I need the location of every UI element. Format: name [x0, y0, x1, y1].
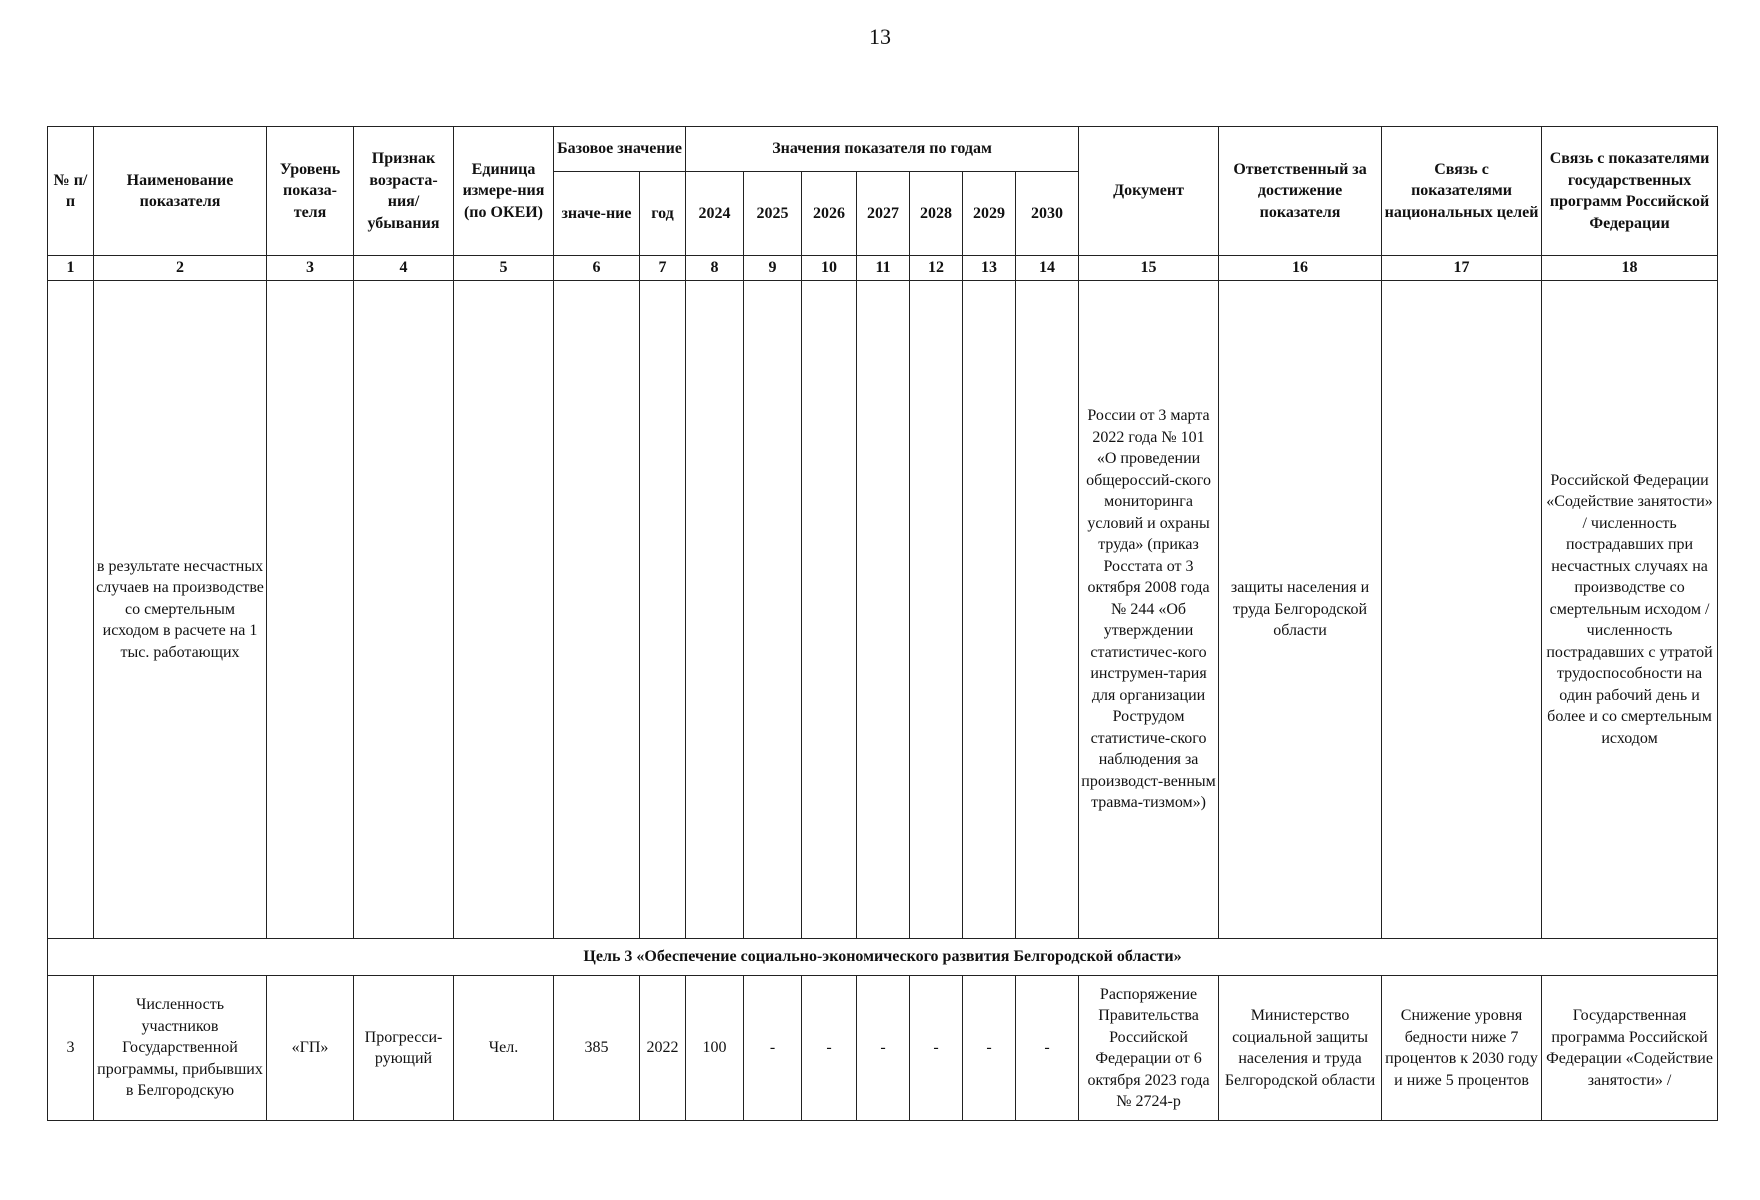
cell-unit: Чел.	[454, 976, 554, 1121]
header-year: 2029	[963, 172, 1016, 256]
cell-level: «ГП»	[267, 976, 354, 1121]
header-base-year: год	[640, 172, 686, 256]
cell-year-value: -	[857, 976, 910, 1121]
header-num: № п/п	[48, 127, 94, 256]
cell-year-value	[857, 281, 910, 939]
cell-base-value	[554, 281, 640, 939]
cell-num: 3	[48, 976, 94, 1121]
cell-num	[48, 281, 94, 939]
cell-trend	[354, 281, 454, 939]
header-year: 2027	[857, 172, 910, 256]
cell-base-value: 385	[554, 976, 640, 1121]
cell-unit	[454, 281, 554, 939]
cell-responsible: защиты населения и труда Белгородской области	[1219, 281, 1382, 939]
cell-year-value	[802, 281, 857, 939]
column-number: 15	[1079, 256, 1219, 281]
cell-year-value: -	[910, 976, 963, 1121]
column-number: 10	[802, 256, 857, 281]
column-number: 8	[686, 256, 744, 281]
column-number: 4	[354, 256, 454, 281]
cell-national-goals: Снижение уровня бедности ниже 7 процентов к 2030 году и ниже 5 процентов	[1382, 976, 1542, 1121]
column-number: 16	[1219, 256, 1382, 281]
cell-year-value: -	[744, 976, 802, 1121]
column-number: 1	[48, 256, 94, 281]
cell-base-year	[640, 281, 686, 939]
cell-state-programs: Российской Федерации «Содействие занятости» / численность пострадавших при несчастных случаях на производстве со смертельным исходом / численность пострадавших с утратой трудоспособности на один рабочий день и более и со смертельным исходом	[1542, 281, 1718, 939]
cell-state-programs: Государственная программа Российской Федерации «Содействие занятости» /	[1542, 976, 1718, 1121]
indicators-table	[47, 126, 1718, 1121]
header-national-goals: Связь с показателями национальных целей	[1382, 127, 1542, 256]
header-base: Базовое значение	[554, 127, 686, 172]
header-year: 2030	[1016, 172, 1079, 256]
cell-name: в результате несчастных случаев на производстве со смертельным исходом в расчете на 1 тыс. работающих	[94, 281, 267, 939]
table-header	[48, 127, 1718, 256]
column-number: 17	[1382, 256, 1542, 281]
column-number: 5	[454, 256, 554, 281]
header-state-programs: Связь с показателями государственных программ Российской Федерации	[1542, 127, 1718, 256]
header-year: 2024	[686, 172, 744, 256]
cell-year-value	[1016, 281, 1079, 939]
goal-title: Цель 3 «Обеспечение социально-экономического развития Белгородской области»	[48, 939, 1718, 976]
table-row	[48, 976, 1718, 1121]
goal-row	[48, 939, 1718, 976]
cell-year-value	[744, 281, 802, 939]
header-unit: Единица измере-ния (по ОКЕИ)	[454, 127, 554, 256]
cell-level	[267, 281, 354, 939]
header-year: 2028	[910, 172, 963, 256]
cell-year-value	[686, 281, 744, 939]
header-year: 2026	[802, 172, 857, 256]
column-number: 18	[1542, 256, 1718, 281]
column-number: 3	[267, 256, 354, 281]
column-number: 14	[1016, 256, 1079, 281]
cell-year-value: -	[1016, 976, 1079, 1121]
header-years-group: Значения показателя по годам	[686, 127, 1079, 172]
cell-trend: Прогресси-рующий	[354, 976, 454, 1121]
cell-year-value: -	[802, 976, 857, 1121]
column-number: 6	[554, 256, 640, 281]
cell-national-goals	[1382, 281, 1542, 939]
cell-year-value	[963, 281, 1016, 939]
cell-base-year: 2022	[640, 976, 686, 1121]
column-number: 12	[910, 256, 963, 281]
column-number: 13	[963, 256, 1016, 281]
cell-name: Численность участников Государственной программы, прибывших в Белгородскую	[94, 976, 267, 1121]
cell-document: России от 3 марта 2022 года № 101 «О проведении общероссий-ского мониторинга условий и охраны труда» (приказ Росстата от 3 октября 2008 года № 244 «Об утверждении статистичес-кого инструмен-тария для организации Рострудом статистиче-ского наблюдения за производст-венным травма-тизмом»)	[1079, 281, 1219, 939]
header-document: Документ	[1079, 127, 1219, 256]
header-level: Уровень показа-теля	[267, 127, 354, 256]
cell-year-value: 100	[686, 976, 744, 1121]
header-year: 2025	[744, 172, 802, 256]
page-number: 13	[869, 24, 891, 49]
cell-document: Распоряжение Правительства Российской Федерации от 6 октября 2023 года № 2724-р	[1079, 976, 1219, 1121]
header-trend: Признак возраста-ния/ убывания	[354, 127, 454, 256]
table-row	[48, 281, 1718, 939]
header-name: Наименование показателя	[94, 127, 267, 256]
cell-responsible: Министерство социальной защиты населения и труда Белгородской области	[1219, 976, 1382, 1121]
header-base-value: значе-ние	[554, 172, 640, 256]
column-numbers-row	[48, 256, 1718, 281]
column-number: 11	[857, 256, 910, 281]
column-number: 2	[94, 256, 267, 281]
cell-year-value: -	[963, 976, 1016, 1121]
header-responsible: Ответственный за достижение показателя	[1219, 127, 1382, 256]
column-number: 9	[744, 256, 802, 281]
cell-year-value	[910, 281, 963, 939]
column-number: 7	[640, 256, 686, 281]
